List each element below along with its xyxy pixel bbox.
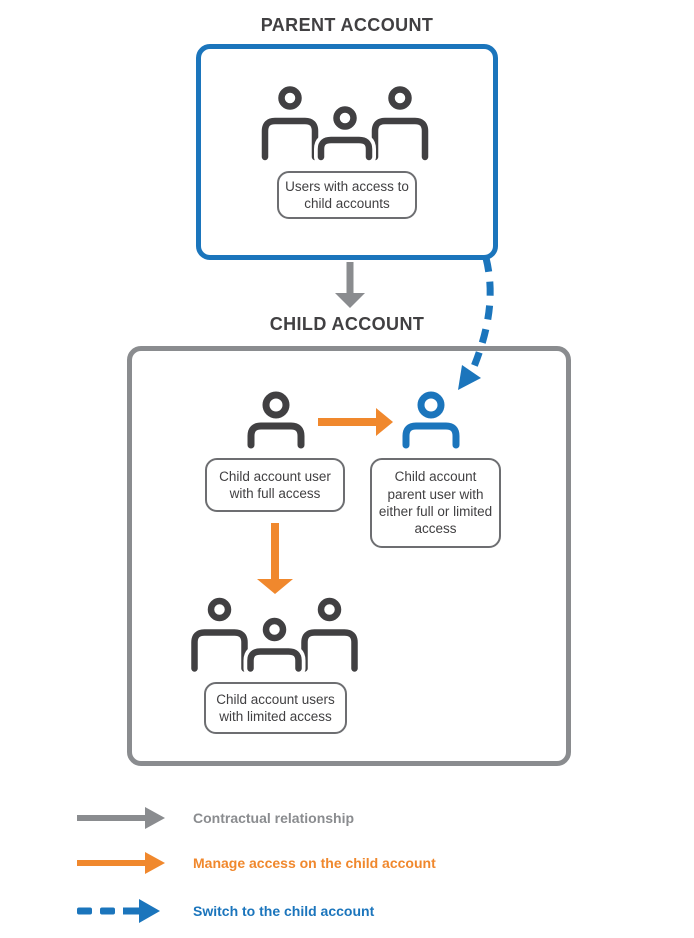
child-account-box bbox=[127, 346, 571, 766]
legend-label-switch: Switch to the child account bbox=[193, 903, 375, 919]
limited-access-label: Child account users with limited access bbox=[204, 682, 347, 734]
child-account-title: CHILD ACCOUNT bbox=[269, 314, 425, 334]
legend-label-manage-access: Manage access on the child account bbox=[193, 855, 436, 871]
parent-users-label: Users with access to child accounts bbox=[277, 171, 417, 219]
legend-item-switch bbox=[77, 897, 374, 925]
full-access-label: Child account user with full access bbox=[205, 458, 345, 512]
solid-orange-arrow-icon bbox=[77, 849, 165, 877]
legend-item-manage-access bbox=[77, 849, 436, 877]
solid-gray-arrow-icon bbox=[77, 804, 165, 832]
parent-account-box bbox=[196, 44, 498, 260]
legend-item-contractual bbox=[77, 804, 354, 832]
parent-user-label: Child account parent user with either full or limited access bbox=[370, 458, 501, 548]
parent-account-title: PARENT ACCOUNT bbox=[260, 15, 434, 35]
dashed-blue-arrow-icon bbox=[77, 897, 165, 925]
legend-label-contractual: Contractual relationship bbox=[193, 810, 355, 826]
contractual-arrow-icon bbox=[335, 262, 365, 308]
